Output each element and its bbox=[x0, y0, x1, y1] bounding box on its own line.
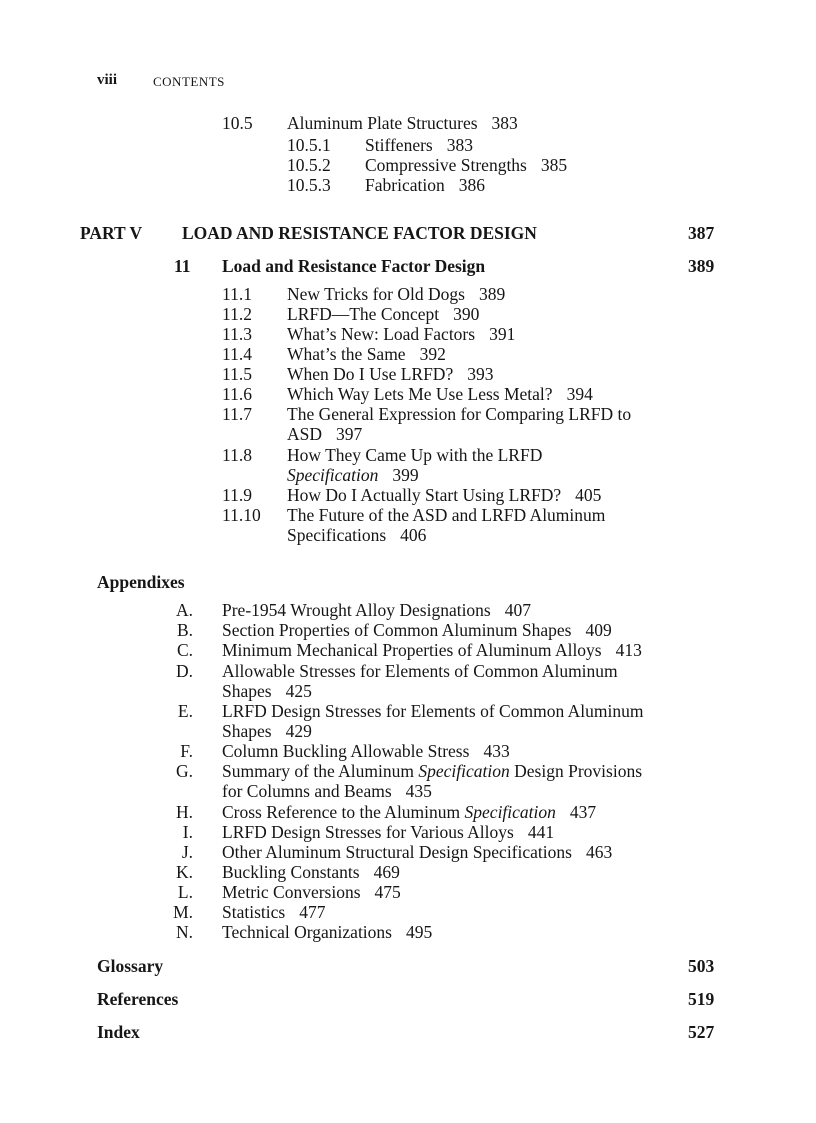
toc-entry[interactable]: Buckling Constants 469 bbox=[222, 862, 400, 882]
appendix-letter: M. bbox=[173, 902, 193, 922]
section-number: 11.3 bbox=[222, 324, 252, 344]
toc-entry[interactable]: What’s the Same 392 bbox=[287, 344, 446, 364]
toc-entry[interactable]: Summary of the Aluminum Specification Design Provisions bbox=[222, 761, 642, 781]
toc-entry[interactable]: Stiffeners 383 bbox=[365, 135, 473, 155]
toc-entry[interactable]: Fabrication 386 bbox=[365, 175, 485, 195]
section-number: 11.2 bbox=[222, 304, 252, 324]
toc-entry-continuation[interactable]: Specifications 406 bbox=[287, 525, 427, 545]
chapter-page: 389 bbox=[688, 256, 715, 276]
section-number: 11.1 bbox=[222, 284, 252, 304]
back-matter-page: 527 bbox=[688, 1022, 715, 1042]
section-number: 11.6 bbox=[222, 384, 252, 404]
toc-entry-continuation[interactable]: ASD 397 bbox=[287, 424, 363, 444]
toc-entry[interactable]: LRFD—The Concept 390 bbox=[287, 304, 480, 324]
chapter-title: Load and Resistance Factor Design bbox=[222, 256, 486, 276]
appendix-letter: E. bbox=[177, 701, 193, 721]
toc-entry[interactable]: Statistics 477 bbox=[222, 902, 326, 922]
toc-entry[interactable]: Which Way Lets Me Use Less Metal? 394 bbox=[287, 384, 593, 404]
section-number: 11.7 bbox=[222, 404, 252, 424]
part-label: PART V bbox=[80, 223, 143, 243]
part-title: LOAD AND RESISTANCE FACTOR DESIGN bbox=[182, 223, 537, 243]
back-matter-page: 519 bbox=[688, 989, 715, 1009]
toc-entry[interactable]: Allowable Stresses for Elements of Common Aluminum bbox=[222, 661, 618, 681]
appendix-letter: C. bbox=[176, 640, 193, 660]
toc-entry[interactable]: Column Buckling Allowable Stress 433 bbox=[222, 741, 510, 761]
subsection-number: 10.5.1 bbox=[287, 135, 331, 155]
toc-entry[interactable]: How They Came Up with the LRFD bbox=[287, 445, 543, 465]
toc-entry[interactable]: The General Expression for Comparing LRFD to bbox=[287, 404, 632, 424]
toc-entry[interactable]: Metric Conversions 475 bbox=[222, 882, 401, 902]
toc-entry[interactable]: Compressive Strengths 385 bbox=[365, 155, 568, 175]
appendix-letter: I. bbox=[182, 822, 193, 842]
toc-entry[interactable]: LRFD Design Stresses for Elements of Common Aluminum bbox=[222, 701, 644, 721]
running-title: CONTENTS bbox=[153, 74, 225, 89]
appendix-letter: B. bbox=[176, 620, 193, 640]
appendix-letter: G. bbox=[175, 761, 193, 781]
section-number: 11.9 bbox=[222, 485, 252, 505]
appendixes-heading: Appendixes bbox=[97, 572, 185, 592]
appendix-letter: H. bbox=[175, 802, 193, 822]
toc-entry[interactable]: When Do I Use LRFD? 393 bbox=[287, 364, 494, 384]
part-page: 387 bbox=[688, 223, 715, 243]
page-number: viii bbox=[97, 72, 118, 88]
back-matter-title: References bbox=[97, 989, 179, 1009]
toc-entry[interactable]: The Future of the ASD and LRFD Aluminum bbox=[287, 505, 606, 525]
appendix-letter: A. bbox=[175, 600, 193, 620]
toc-entry[interactable]: Section Properties of Common Aluminum Shapes 409 bbox=[222, 620, 612, 640]
toc-entry-continuation[interactable]: Specification 399 bbox=[287, 465, 419, 485]
subsection-number: 10.5.3 bbox=[287, 175, 331, 195]
toc-entry[interactable]: LRFD Design Stresses for Various Alloys 441 bbox=[222, 822, 555, 842]
section-number: 10.5 bbox=[222, 113, 253, 133]
appendix-letter: N. bbox=[175, 922, 193, 942]
toc-entry-continuation[interactable]: Shapes 425 bbox=[222, 681, 312, 701]
chapter-number: 11 bbox=[174, 256, 191, 276]
appendix-letter: K. bbox=[175, 862, 193, 882]
appendix-letter: L. bbox=[177, 882, 193, 902]
back-matter-title: Index bbox=[97, 1022, 140, 1042]
section-number: 11.8 bbox=[222, 445, 252, 465]
toc-entry[interactable]: What’s New: Load Factors 391 bbox=[287, 324, 516, 344]
appendix-letter: D. bbox=[175, 661, 193, 681]
back-matter-page: 503 bbox=[688, 956, 715, 976]
section-number: 11.10 bbox=[222, 505, 261, 525]
subsection-number: 10.5.2 bbox=[287, 155, 331, 175]
toc-entry[interactable]: Pre-1954 Wrought Alloy Designations 407 bbox=[222, 600, 531, 620]
appendix-letter: J. bbox=[181, 842, 193, 862]
toc-entry[interactable]: Cross Reference to the Aluminum Specification 437 bbox=[222, 802, 597, 822]
toc-entry-continuation[interactable]: for Columns and Beams 435 bbox=[222, 781, 432, 801]
section-number: 11.4 bbox=[222, 344, 252, 364]
toc-entry[interactable]: Aluminum Plate Structures 383 bbox=[287, 113, 518, 133]
toc-entry[interactable]: Other Aluminum Structural Design Specifications 463 bbox=[222, 842, 613, 862]
appendix-letter: F. bbox=[180, 741, 193, 761]
section-number: 11.5 bbox=[222, 364, 252, 384]
back-matter-title: Glossary bbox=[97, 956, 164, 976]
toc-entry[interactable]: New Tricks for Old Dogs 389 bbox=[287, 284, 506, 304]
toc-entry-continuation[interactable]: Shapes 429 bbox=[222, 721, 312, 741]
toc-entry[interactable]: How Do I Actually Start Using LRFD? 405 bbox=[287, 485, 602, 505]
toc-entry[interactable]: Minimum Mechanical Properties of Aluminum Alloys 413 bbox=[222, 640, 642, 660]
toc-entry[interactable]: Technical Organizations 495 bbox=[222, 922, 433, 942]
